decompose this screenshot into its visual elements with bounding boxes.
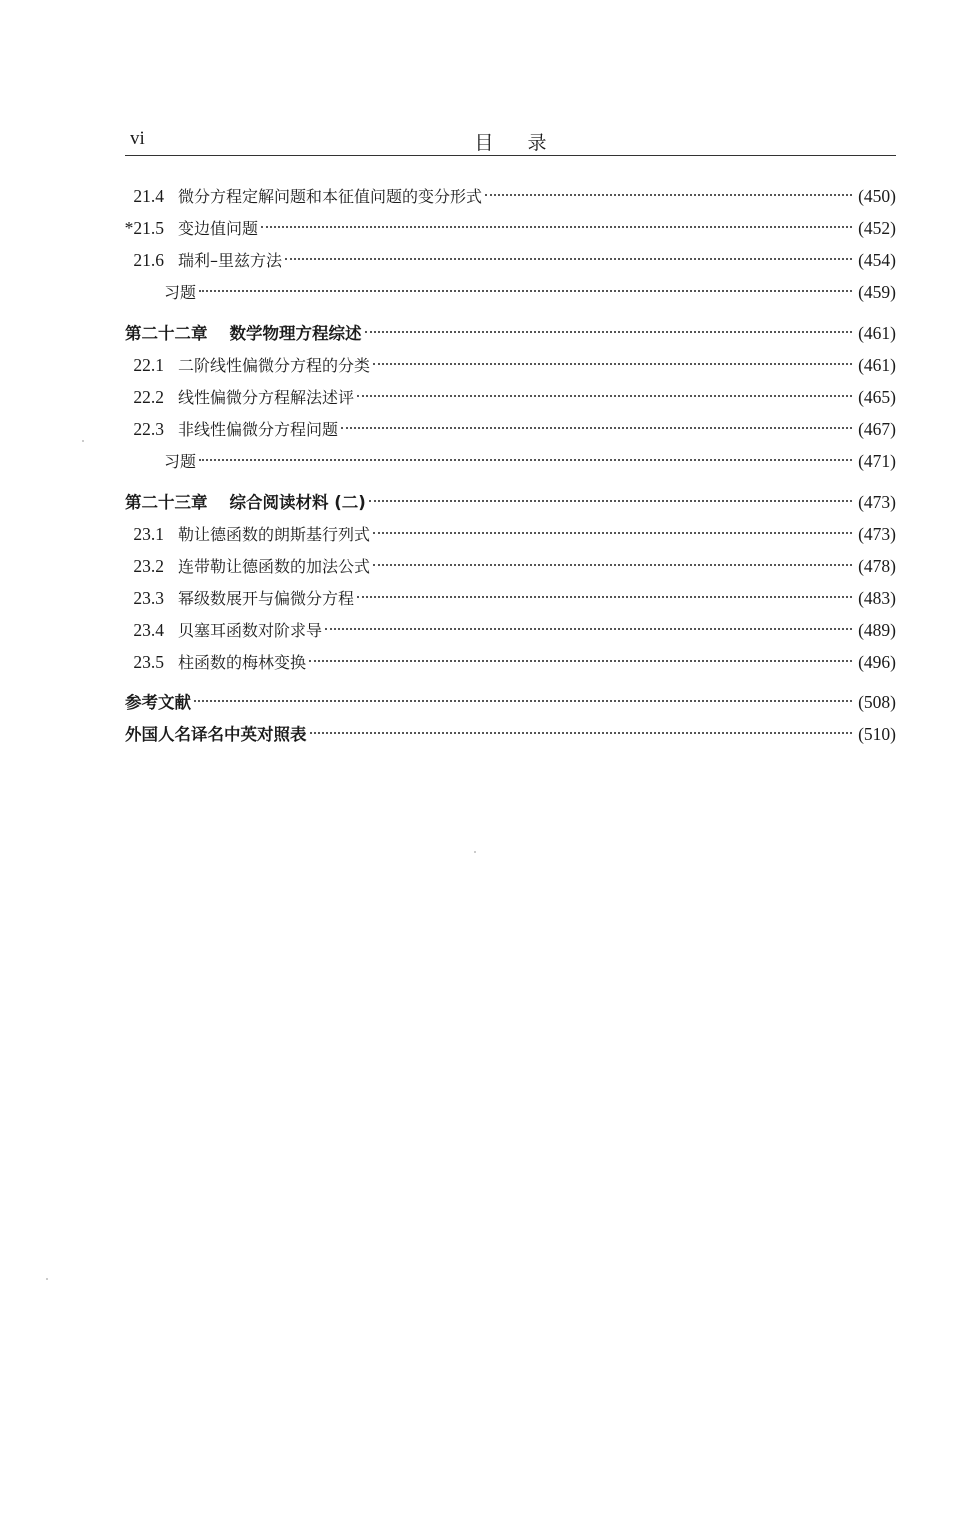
- section-number: 23.1: [133, 524, 164, 544]
- entry-title: 连带勒让德函数的加法公式: [178, 557, 371, 576]
- chapter-number: 第二十二章: [125, 324, 208, 343]
- toc-chapter-entry[interactable]: [125, 484, 896, 512]
- dot-leader: [365, 315, 853, 339]
- dot-leader: [310, 716, 853, 740]
- toc-chapter-entry[interactable]: [125, 315, 896, 343]
- entry-title: 柱函数的梅林变换: [178, 653, 307, 672]
- dot-leader: [285, 242, 852, 266]
- scan-speck: [82, 440, 84, 442]
- entry-title: 习题: [164, 283, 197, 302]
- toc-section-entry[interactable]: [110, 548, 896, 576]
- toc-section-entry[interactable]: [110, 379, 896, 407]
- toc-section-entry[interactable]: [110, 210, 896, 238]
- toc-section-entry[interactable]: [110, 411, 896, 439]
- page-reference: (461): [858, 323, 896, 343]
- entry-title: 非线性偏微分方程问题: [178, 420, 339, 439]
- dot-leader: [357, 580, 852, 604]
- dot-leader: [194, 684, 852, 708]
- entry-title: 勒让德函数的朗斯基行列式: [178, 525, 371, 544]
- dot-leader: [369, 484, 852, 508]
- dot-leader: [199, 443, 852, 467]
- page-number: vi: [130, 128, 145, 149]
- section-number: 22.1: [133, 355, 164, 375]
- page-reference: (510): [858, 724, 896, 744]
- page-reference: (465): [858, 387, 896, 407]
- chapter-label: [125, 322, 362, 346]
- section-number: 23.5: [133, 652, 164, 672]
- page-reference: (450): [858, 186, 896, 206]
- page-reference: (508): [858, 692, 896, 712]
- scan-speck: [46, 1278, 48, 1280]
- toc-section-entry[interactable]: [110, 516, 896, 544]
- entry-title: 幂级数展开与偏微分方程: [178, 589, 355, 608]
- section-number: 23.3: [133, 588, 164, 608]
- chapter-title: 综合阅读材料 (二): [229, 493, 366, 512]
- dot-leader: [373, 548, 852, 572]
- entry-title: 习题: [164, 452, 197, 471]
- section-number: 21.6: [133, 250, 164, 270]
- entry-title: 参考文献: [125, 693, 191, 712]
- dot-leader: [485, 178, 852, 202]
- page-reference: (461): [858, 355, 896, 375]
- section-number: 21.4: [133, 186, 164, 206]
- page-reference: (473): [858, 492, 896, 512]
- page-reference: (467): [858, 419, 896, 439]
- toc-section-entry[interactable]: [110, 347, 896, 375]
- toc-backmatter-entry[interactable]: [125, 716, 896, 744]
- section-number: *21.5: [124, 218, 164, 238]
- entry-title: 瑞利–里兹方法: [178, 251, 283, 270]
- chapter-number: 第二十三章: [125, 493, 208, 512]
- dot-leader: [341, 411, 852, 435]
- page-reference: (496): [858, 652, 896, 672]
- page-reference: (454): [858, 250, 896, 270]
- section-number: 23.2: [133, 556, 164, 576]
- page-reference: (483): [858, 588, 896, 608]
- scan-speck: [474, 851, 476, 853]
- dot-leader: [325, 612, 852, 636]
- page-reference: (452): [858, 218, 896, 238]
- page-title: 目录: [474, 132, 581, 154]
- dot-leader: [261, 210, 852, 234]
- entry-title: 贝塞耳函数对阶求导: [178, 621, 323, 640]
- dot-leader: [357, 379, 852, 403]
- entry-title: 微分方程定解问题和本征值问题的变分形式: [178, 187, 483, 206]
- toc-section-entry[interactable]: [110, 580, 896, 608]
- section-number: 23.4: [133, 620, 164, 640]
- toc-exercise-entry[interactable]: [164, 443, 896, 471]
- dot-leader: [373, 347, 852, 371]
- page-reference: (459): [858, 282, 896, 302]
- entry-title: 二阶线性偏微分方程的分类: [178, 356, 371, 375]
- toc-backmatter-entry[interactable]: [125, 684, 896, 712]
- chapter-title: 数学物理方程综述: [229, 324, 362, 343]
- entry-title: 变边值问题: [178, 219, 259, 238]
- toc-exercise-entry[interactable]: [164, 274, 896, 302]
- page-reference: (478): [858, 556, 896, 576]
- dot-leader: [373, 516, 852, 540]
- entry-title: 外国人名译名中英对照表: [125, 725, 307, 744]
- toc-section-entry[interactable]: [110, 644, 896, 672]
- dot-leader: [309, 644, 852, 668]
- toc-section-entry[interactable]: [110, 612, 896, 640]
- page-reference: (489): [858, 620, 896, 640]
- dot-leader: [199, 274, 852, 298]
- page-reference: (473): [858, 524, 896, 544]
- entry-title: 线性偏微分方程解法述评: [178, 388, 355, 407]
- toc-section-entry[interactable]: [110, 178, 896, 206]
- section-number: 22.2: [133, 387, 164, 407]
- toc-section-entry[interactable]: [110, 242, 896, 270]
- chapter-label: [125, 491, 366, 515]
- page-reference: (471): [858, 451, 896, 471]
- section-number: 22.3: [133, 419, 164, 439]
